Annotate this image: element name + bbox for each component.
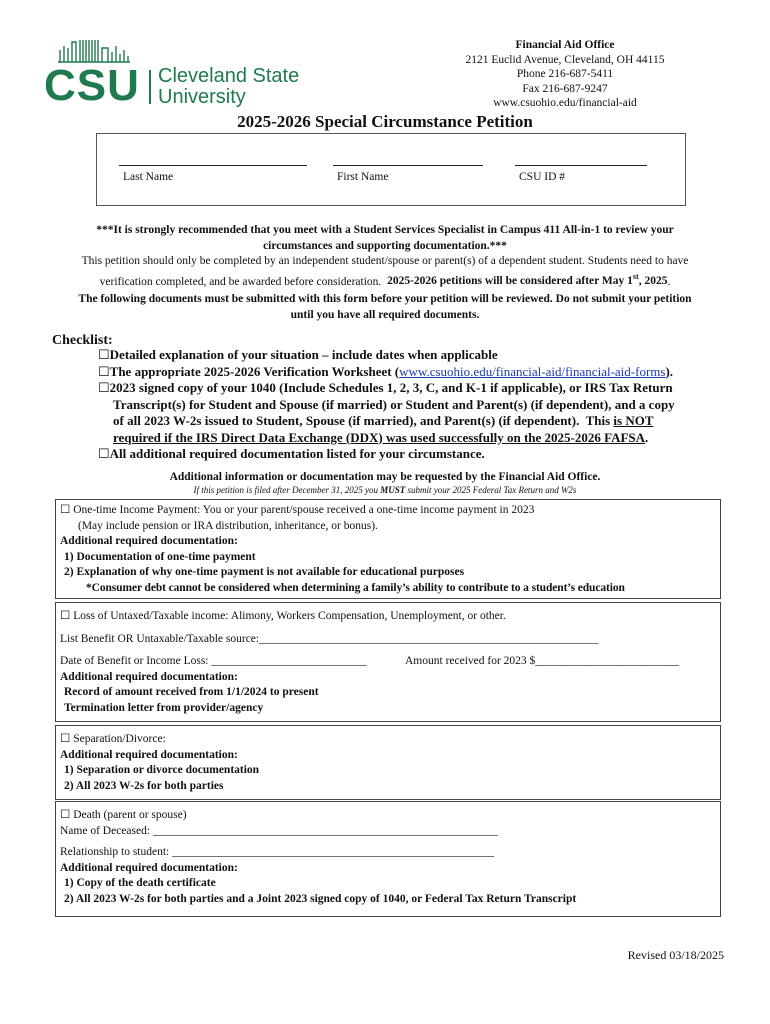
untaxed-doc-1: Record of amount received from 1/1/2024 to present xyxy=(64,686,319,698)
eligibility-date-sup: st xyxy=(632,272,639,282)
checklist-item-3-line-4 xyxy=(98,430,738,447)
checklist-item-3-line-2: Transcript(s) for Student and Spouse (if married) or Student and Parent(s) (if dependent), and a copy xyxy=(113,396,675,412)
university-name-line1: Cleveland State xyxy=(158,65,300,87)
untaxed-description: Loss of Untaxed/Taxable income: Alimony, Workers Compensation, Unemployment, or other. xyxy=(73,610,506,622)
office-address: 2121 Euclid Avenue, Cleveland, OH 44115 xyxy=(465,53,665,66)
checklist-item-3-line-1: 2023 signed copy of your 1040 (Include Schedules 1, 2, 3, C, and K-1 if applicable), or IRS Tax Return xyxy=(109,380,673,395)
eligibility-line-2 xyxy=(0,270,770,290)
section-death xyxy=(55,801,721,917)
checklist xyxy=(98,347,738,463)
one-time-description: One-time Income Payment: You or your parent/spouse received a one-time income payment in 2023 xyxy=(73,504,535,516)
not-required-emphasis: is NOT xyxy=(613,413,654,428)
checklist-item-explanation[interactable] xyxy=(98,347,738,364)
documents-line-2: until you have all required documents. xyxy=(290,308,480,321)
recommendation-line-2: circumstances and supporting documentation.*** xyxy=(263,239,507,252)
logo-divider xyxy=(149,70,151,104)
section-untaxed-income xyxy=(55,602,721,722)
page-title: 2025-2026 Special Circumstance Petition xyxy=(237,112,533,131)
eligibility-line-1: This petition should only be completed by an independent student/spouse or parent(s) of a dependent student. Students need to have xyxy=(81,255,689,267)
recommendation-text xyxy=(0,223,770,254)
checklist-item-2-end: ). xyxy=(665,363,674,379)
late-filing-note xyxy=(0,485,770,496)
death-doc-2: 2) All 2023 W-2s for both parties and a Joint 2023 signed copy of 1040, or Federal Tax Return Transcript xyxy=(64,892,577,905)
checkbox-icon[interactable]: ☐ xyxy=(98,347,110,362)
documents-note xyxy=(0,292,770,323)
consumer-debt-note: *Consumer debt cannot be considered when determining a family’s ability to contribute to a student’s education xyxy=(86,581,625,594)
checkbox-icon[interactable]: ☐ xyxy=(60,809,71,821)
section-one-time-income xyxy=(55,499,721,599)
separation-description: Separation/Divorce: xyxy=(73,733,166,745)
ddx-note: required if the IRS Direct Data Exchange (DDX) was used successfully on the 2025-2026 FAFSA xyxy=(113,429,646,445)
checklist-item-2-text: The appropriate 2025-2026 Verification Worksheet ( xyxy=(109,363,400,379)
separation-doc-2: 2) All 2023 W-2s for both parties xyxy=(64,779,224,792)
checklist-item-4-text: All additional required documentation listed for your circumstance. xyxy=(109,446,485,461)
one-time-required-heading: Additional required documentation: xyxy=(60,535,238,547)
csu-id-field[interactable] xyxy=(515,165,647,166)
late-note-must: MUST xyxy=(380,485,406,495)
university-name xyxy=(158,66,299,108)
late-note-c: submit your 2025 Federal Tax Return and W2s xyxy=(405,485,577,495)
one-time-doc-1: 1) Documentation of one-time payment xyxy=(64,550,256,563)
first-name-label: First Name xyxy=(337,171,389,183)
untaxed-required-heading: Additional required documentation: xyxy=(60,670,238,683)
checklist-item-1-text: Detailed explanation of your situation – include dates when applicable xyxy=(109,347,498,362)
csu-logo-mark: CSU xyxy=(44,61,140,110)
benefit-date-row xyxy=(60,654,720,670)
checklist-item-additional[interactable] xyxy=(98,446,738,463)
separation-required-heading: Additional required documentation: xyxy=(60,748,238,761)
office-phone: Phone 216-687-5411 xyxy=(516,68,614,80)
relationship-field[interactable]: Relationship to student: ________________________________________________________ xyxy=(60,846,495,858)
section-separation xyxy=(55,725,721,800)
checklist-item-tax-return[interactable] xyxy=(98,380,738,446)
eligibility-line-2b xyxy=(387,272,668,288)
checkbox-icon[interactable]: ☐ xyxy=(98,446,110,461)
deceased-name-field[interactable]: Name of Deceased: ____________________________________________________________ xyxy=(60,824,498,837)
name-fields-box xyxy=(96,133,686,206)
one-time-examples: (May include pension or IRA distribution, inheritance, or bonus). xyxy=(78,519,378,532)
office-fax: Fax 216-687-9247 xyxy=(522,82,608,95)
death-description: Death (parent or spouse) xyxy=(73,809,187,821)
recommendation-line-1: ***It is strongly recommended that you meet with a Student Services Specialist in Campus 411 All-in-1 to review your xyxy=(96,224,674,236)
late-note-a: If this petition is filed after December 31, 2025 you xyxy=(193,485,381,495)
checklist-item-3-line-3a: of all 2023 W-2s issued to Student, Spouse (if married), and Parent(s) (if dependent). This xyxy=(113,413,614,428)
office-website[interactable]: www.csuohio.edu/financial-aid xyxy=(493,97,637,109)
amount-received-field[interactable]: Amount received for 2023 $_________________________ xyxy=(405,655,680,667)
checkbox-icon[interactable]: ☐ xyxy=(98,380,110,395)
checkbox-icon[interactable]: ☐ xyxy=(60,733,71,745)
office-contact xyxy=(440,38,690,111)
benefit-source-field[interactable]: List Benefit OR Untaxable/Taxable source:___________________________________________________________ xyxy=(60,632,599,645)
checkbox-icon[interactable]: ☐ xyxy=(60,610,71,622)
skyline-icon xyxy=(58,36,130,64)
eligibility-date-text: 2025-2026 petitions will be considered after May 1 xyxy=(387,275,633,288)
death-doc-1: 1) Copy of the death certificate xyxy=(64,877,216,889)
checklist-title: Checklist: xyxy=(52,333,113,348)
checklist-item-worksheet[interactable] xyxy=(98,364,738,381)
documents-line-1: The following documents must be submitted with this form before your petition will be reviewed. Do not submit your petition xyxy=(78,293,692,305)
untaxed-doc-2: Termination letter from provider/agency xyxy=(64,701,264,714)
death-required-heading: Additional required documentation: xyxy=(60,861,238,874)
one-time-doc-2: 2) Explanation of why one-time payment is not available for educational purposes xyxy=(64,566,465,578)
eligibility-date-year: , 2025 xyxy=(638,275,668,288)
separation-doc-1: 1) Separation or divorce documentation xyxy=(64,764,260,776)
revision-date: Revised 03/18/2025 xyxy=(627,948,724,962)
checkbox-icon[interactable]: ☐ xyxy=(98,363,110,379)
eligibility-line-2a: verification completed, and be awarded before consideration. xyxy=(99,275,388,288)
first-name-field[interactable] xyxy=(333,165,483,166)
eligibility-text xyxy=(0,254,770,290)
additional-info-note: Additional information or documentation may be requested by the Financial Aid Office. xyxy=(169,471,601,483)
checklist-item-3-line-3 xyxy=(98,413,738,430)
office-name: Financial Aid Office xyxy=(515,39,615,51)
benefit-date-field[interactable]: Date of Benefit or Income Loss: ___________________________ xyxy=(60,655,367,667)
last-name-label: Last Name xyxy=(123,171,174,183)
checkbox-icon[interactable]: ☐ xyxy=(60,504,71,516)
csu-id-label: CSU ID # xyxy=(519,171,566,183)
eligibility-line-end: . xyxy=(667,275,671,288)
ddx-note-end: . xyxy=(645,429,649,445)
university-name-line2: University xyxy=(158,86,246,108)
last-name-field[interactable] xyxy=(119,165,307,166)
forms-link[interactable]: www.csuohio.edu/financial-aid/financial-aid-forms xyxy=(399,363,666,379)
